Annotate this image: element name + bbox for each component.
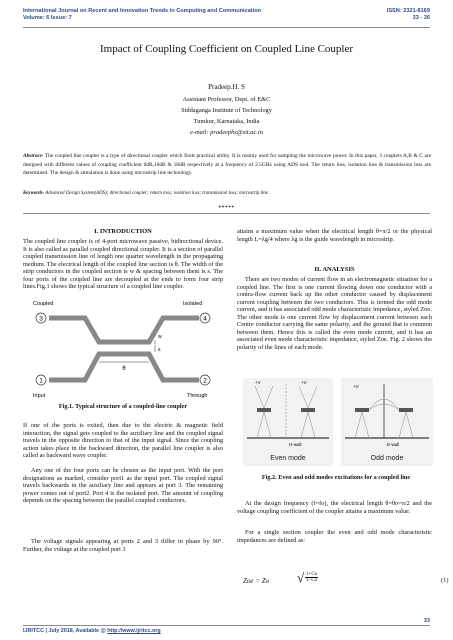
equation-denominator: 1−Co <box>306 578 318 583</box>
coupled-line-coupler-figure <box>27 296 219 401</box>
equation-lhs: Zoe = Zo <box>243 577 270 585</box>
journal-name: International Journal on Recent and Innovation Trends in Computing and Communication <box>23 8 262 14</box>
footer-text: IJRITCC | July 2018, Available @ <box>23 628 108 634</box>
e-wall-label: E-wall <box>387 442 400 447</box>
author-email[interactable]: e-mail: pradeephs@sit.ac.in <box>190 129 263 136</box>
abstract <box>23 152 431 178</box>
page-number: 33 <box>423 618 430 624</box>
fig2-caption: Fig.2. Even and odd modes excitations for a coupled line <box>261 474 411 481</box>
odd-mode-strip-left <box>355 408 369 412</box>
equation-1 <box>243 572 448 594</box>
paper-title: Impact of Coupling Coefficient on Coupled Line Coupler <box>99 43 354 55</box>
keywords-label: Keywords- <box>23 191 45 196</box>
equation-number: (1) <box>441 577 449 584</box>
through-port-label: Through <box>187 393 208 399</box>
footer <box>23 628 161 634</box>
h-wall-label: H-wall <box>289 442 302 447</box>
running-header <box>23 8 430 26</box>
author-name: Pradeep.H. S <box>208 83 245 91</box>
port-1-number: 1 <box>39 377 43 385</box>
right-continuation: attains a maximum value when the electrical length θ=π/2 or the physical length L=λg/4 where λg is the guide wavelength in microstrip. <box>237 228 432 243</box>
intro-heading: I. INTRODUCTION <box>94 228 152 235</box>
upper-strip-line <box>49 318 199 342</box>
author-city: Tumkur, Karnataka, India <box>193 118 260 125</box>
port-3-number: 3 <box>39 315 43 323</box>
even-mode-strip-right <box>301 408 315 412</box>
intro-paragraph-1: The coupled line coupler is of 4-port microwave passive, bidirectional device. It is also called as parallel coupled directional coupler. It is a section of parallel coupled transmission line of length one quarter wavelength in the propagating medium. The electrical length of the coupled line section is θ. The width of the strip conductors in the coupled section is w & spacing between them is s. The four ports of the coupled line are decoupled at the ends to form four strip lines.Fig.1 shows the typical structure of a coupled line coupler. <box>23 238 223 290</box>
analysis-heading: II. ANALYSIS <box>314 266 355 273</box>
isolated-port-label: Isolated <box>183 301 203 307</box>
odd-mode-panel <box>341 378 433 466</box>
even-mode-panel <box>243 378 333 466</box>
input-port-label: Input <box>33 393 46 399</box>
section-separator: ***** <box>218 205 235 211</box>
author-institute: Siddaganga Institute of Technology <box>181 107 272 114</box>
even-mode-strip-left <box>257 408 271 412</box>
keywords <box>23 191 431 196</box>
analysis-paragraph-1: There are two modes of current flow in an electromagnetic situation for a coupled line. The first is one current flowing down one conductor with a contra-flow current back up the other conductor caused by displacement current coupling between the two conductors. This is termed the odd mode current, and it has associated odd mode characteristic impedance, styled Zoo. The other mode is one current flow by displacement current between each Centre conductor carrying the same polarity, and the ground that is common between them. Hence this is called the even mode current, and it has an associated even mode characteristic impedance, styled Zoe. Fig. 2 shows the polarity of the lines of each mode. <box>237 276 432 351</box>
intro-paragraph-2: If one of the ports is exited, then due to the electric & magnetic field interaction, the signal gets coupled to the auxiliary line and the coupled signal travels in the opposite direction to that of the input signal. Since the coupling action takes place in the backward direction, the parallel line coupler is also called as backward wave coupler. <box>23 422 223 459</box>
even-mode-voltage-right: +V <box>301 380 307 385</box>
even-mode-label: Even mode <box>270 455 306 462</box>
coupled-port-label: Coupled <box>33 301 54 307</box>
fig1-caption: Fig.1. Typical structure of a coupled-line coupler <box>58 403 188 410</box>
port-2-number: 2 <box>203 377 207 385</box>
analysis-paragraph-3: For a single section coupler the even and odd mode characteristic impedances are defined as: <box>237 529 432 544</box>
footer-link[interactable]: http://www.ijritcc.org <box>107 628 161 634</box>
author-position: Assistant Professor, Dept. of E&C <box>182 96 271 103</box>
odd-mode-label: Odd mode <box>370 455 404 462</box>
odd-mode-voltage-left: +V <box>353 384 359 389</box>
analysis-paragraph-2: At the design frequency (f=fo), the electrical length θ=θo=π/2 and the voltage coupling coefficient of the coupler attains a maximum value. <box>237 500 432 515</box>
theta-label: θ <box>122 366 126 372</box>
equation-fraction <box>305 572 318 583</box>
abstract-divider <box>23 213 430 214</box>
page-range: 33 - 36 <box>412 15 430 21</box>
odd-mode-strip-right <box>399 408 413 412</box>
equation-numerator: 1+Co <box>306 572 318 577</box>
abstract-text: The coupled line coupler is a type of directional coupler which finds practical utility. It is mainly used for sampling the microwave power. In this paper, 3 couplers A,B & C are designed with different values of coupling coefficient 6dB,10dB & 18dB respectively at a frequency of 2.5GHz using ADS tool. The return loss, isolation loss & transmission loss are determined. The design & simulation is done using microstrip line technology. <box>23 153 431 177</box>
intro-paragraph-4: The voltage signals appearing at ports 2 and 3 differ in phase by 90°. Further, the voltage at the coupled port 3 <box>23 538 223 553</box>
port-4-number: 4 <box>203 315 207 323</box>
spacing-label: s <box>158 347 161 353</box>
abstract-label: Abstract- <box>23 153 44 159</box>
even-odd-mode-figure <box>243 378 433 468</box>
sqrt-symbol: √ <box>297 570 305 585</box>
header-divider <box>23 27 430 28</box>
journal-issn: ISSN: 2321-8169 <box>386 8 430 14</box>
even-mode-voltage-left: +V <box>255 380 261 385</box>
width-label: w <box>158 334 162 340</box>
intro-paragraph-3: Any one of the four ports can be chosen as the input port. With the port designations as marked, consider port1 as the input port. The coupled signal travels backwards in the auxiliary line and appears at port 3. The remaining power comes out of port2. Port 4 is the isolated port. The amount of coupling depends on the spacing between the parallel coupled conductors. <box>23 467 223 504</box>
keywords-text: Advanced Design System(ADS); directional coupler; return loss; isolation loss; transmission loss; microstrip line. <box>44 191 270 196</box>
journal-volume: Volume: 6 Issue: 7 <box>23 15 72 21</box>
footer-divider <box>23 625 430 626</box>
